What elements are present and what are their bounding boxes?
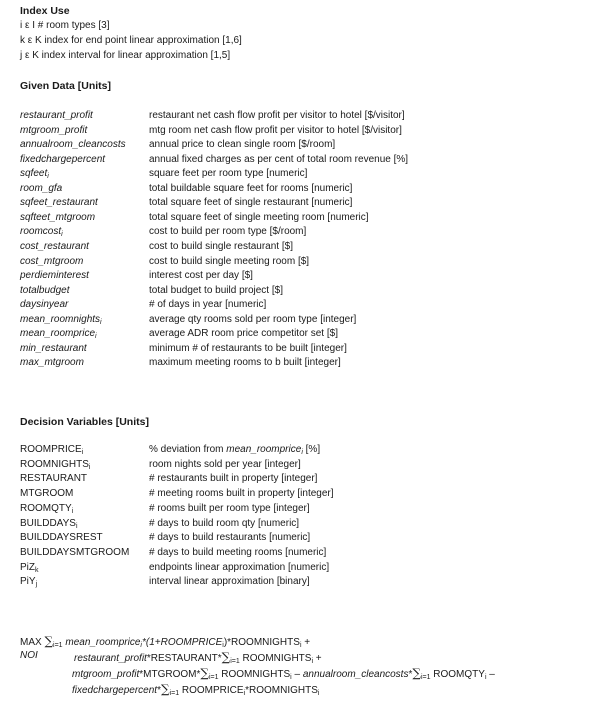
variable-name: sqfeet_restaurant xyxy=(20,197,98,209)
variable-name: totalbudget xyxy=(20,284,70,296)
variable-description: # restaurants built in property [integer] xyxy=(149,473,318,485)
variable-name: mean_roomprice$_i$ xyxy=(20,328,97,341)
variable-description: # days to build meeting rooms [numeric] xyxy=(149,546,327,558)
variable-description: annual fixed charges as per cent of total room revenue [%] xyxy=(149,153,409,165)
fixedcharge-term: fixedchargepercent xyxy=(72,685,158,696)
variable-name: mtgroom_profit xyxy=(20,124,88,136)
variable-description: # rooms built per room type [integer] xyxy=(149,502,310,514)
objective-line-4: $fixedchargepercent*\sum_{i=1}$ $ROOMPRICE_i*ROOMNIGHTS_i$ xyxy=(72,682,320,697)
variable-description: total square feet of single restaurant [numeric] xyxy=(149,197,353,209)
variable-name: max_mtgroom xyxy=(20,357,84,369)
variable-name: PiY$_j$ xyxy=(20,576,38,589)
index-line-k: k ε K index for end point linear approximation [1,6] xyxy=(20,35,242,46)
variable-description: # days to build room qty [numeric] xyxy=(149,517,300,529)
variable-name: BUILDDAYSREST xyxy=(20,532,103,544)
index-use-heading: Index Use xyxy=(20,5,70,17)
variable-name: annualroom_cleancosts xyxy=(20,139,126,151)
variable-description: cost to build per room type [$/room] xyxy=(149,226,307,238)
index-line-i: i ε I # room types [3] xyxy=(20,20,110,31)
variable-description: # of days in year [numeric] xyxy=(149,299,267,311)
sum-symbol: ∑ xyxy=(44,634,54,648)
mean-roomprice-term: mean_roomprice xyxy=(65,637,141,648)
objective-line-1: MAX $\sum_{i=1}$ $mean\_roomprice_i*(1+ROOMPRICE_i)*ROOMNIGHTS_i$ + xyxy=(20,634,311,649)
variable-description: # meeting rooms built in property [integer] xyxy=(149,488,334,500)
restaurant-profit-term: restaurant_profit xyxy=(74,653,147,664)
variable-name: PiZ$_k$ xyxy=(20,561,39,574)
variable-name: sqfteet_mtgroom xyxy=(20,211,96,223)
variable-name: BUILDDAYSMTGROOM xyxy=(20,546,130,558)
variable-name: min_restaurant xyxy=(20,342,87,354)
variable-name: MTGROOM xyxy=(20,488,74,500)
cleancosts-term: annualroom_cleancosts xyxy=(302,669,409,680)
variable-name: sqfeet$_i$ xyxy=(20,168,49,181)
variable-name: cost_mtgroom xyxy=(20,255,84,267)
variable-description: restaurant net cash flow profit per visitor to hotel [$/visitor] xyxy=(149,110,405,121)
max-label: MAX xyxy=(20,637,42,648)
variable-description: maximum meeting rooms to b built [integer] xyxy=(149,357,341,369)
variable-name: daysinyear xyxy=(20,299,69,311)
variable-description: % deviation from mean_roomprice$_i$ [%] xyxy=(149,444,321,456)
objective-line-3: $mtgroom\_profit*MTGROOM*\sum_{i=1}$ $ROOMNIGHTS_i$ – $annualroom\_cleancosts*\sum_{i=1}$ $ROOMQTY_i$ – xyxy=(72,666,495,681)
variable-description: cost to build single meeting room [$] xyxy=(149,255,310,267)
noi-label: NOI xyxy=(20,650,38,661)
variable-name: mean_roomnights$_i$ xyxy=(20,313,102,326)
variable-name: cost_restaurant xyxy=(20,240,89,252)
variable-name: perdieminterest xyxy=(20,270,89,282)
decision-variables-heading: Decision Variables [Units] xyxy=(20,416,149,428)
index-line-j: j ε K index interval for linear approximation [1,5] xyxy=(20,50,231,61)
variable-name: restaurant_profit xyxy=(20,110,93,121)
mtgroom-profit-term: mtgroom_profit xyxy=(72,669,140,680)
variable-description: total budget to build project [$] xyxy=(149,284,283,296)
variable-description: interval linear approximation [binary] xyxy=(149,576,310,588)
variable-name: $ROOMNIGHTS_i$ xyxy=(20,458,91,471)
variable-description: square feet per room type [numeric] xyxy=(149,168,308,180)
variable-description: average ADR room price competitor set [$] xyxy=(149,328,338,340)
variable-description: endpoints linear approximation [numeric] xyxy=(149,561,330,573)
variable-description: minimum # of restaurants to be built [integer] xyxy=(149,342,347,354)
variable-description: average qty rooms sold per room type [integer] xyxy=(149,313,357,325)
variable-description: cost to build single restaurant [$] xyxy=(149,240,293,252)
variable-description: total buildable square feet for rooms [numeric] xyxy=(149,182,353,194)
variable-description: # days to build restaurants [numeric] xyxy=(149,532,311,544)
variable-name: roomcost$_i$ xyxy=(20,226,63,239)
variable-description: total square feet of single meeting room [numeric] xyxy=(149,211,369,223)
variable-name: fixedchargepercent xyxy=(20,153,106,165)
variable-description: interest cost per day [$] xyxy=(149,270,253,282)
variable-name: $ROOMPRICE_i$ xyxy=(20,444,84,456)
objective-line-2: $restaurant\_profit*RESTAURANT*\sum_{i=1}$ $ROOMNIGHTS_i$ + xyxy=(74,650,322,665)
variable-name: $ROOMQTY_i$ xyxy=(20,502,74,515)
variable-name: room_gfa xyxy=(20,182,63,194)
variable-name: $BUILDDAYS_i$ xyxy=(20,517,78,530)
given-data-heading: Given Data [Units] xyxy=(20,80,112,92)
variable-description: mtg room net cash flow profit per visitor to hotel [$/visitor] xyxy=(149,124,402,136)
variable-name: RESTAURANT xyxy=(20,473,88,485)
variable-description: annual price to clean single room [$/room] xyxy=(149,139,336,151)
variable-description: room nights sold per year [integer] xyxy=(149,458,301,470)
